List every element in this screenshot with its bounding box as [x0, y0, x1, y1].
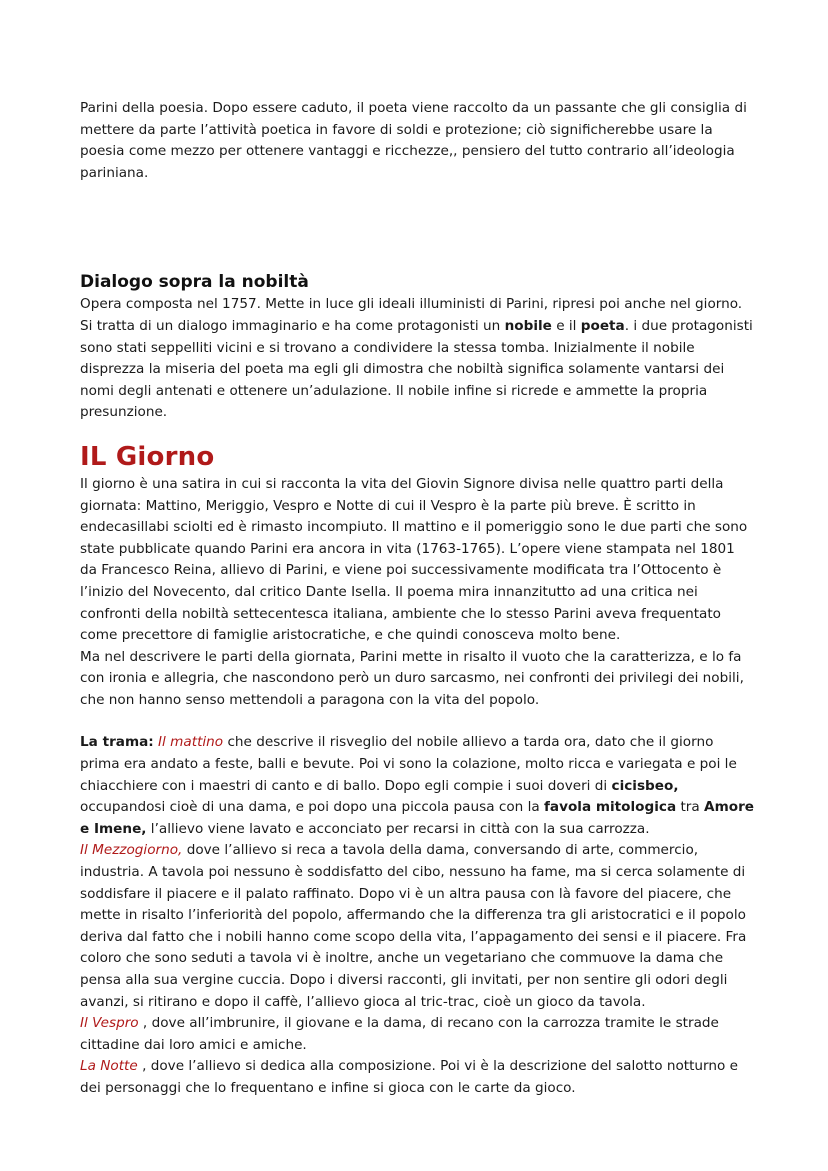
- trama-vespro: [80, 1013, 756, 1056]
- trama-bold-amore: Amore e Imene,: [80, 799, 754, 837]
- trama-label: La trama:: [80, 734, 154, 751]
- dialogo-bold-nobile: nobile: [504, 317, 552, 334]
- dialogo-bold-poeta: poeta: [580, 317, 625, 334]
- dialogo-text-1: Opera composta nel 1757. Mette in luce gli ideali illuministi di Parini, ripresi poi anche nel giorno. Si tratta di un dialogo immaginario e ha come protagonisti un: [80, 296, 743, 334]
- trama-mattino: [80, 732, 756, 840]
- trama-mattino-text-3: tra: [676, 799, 705, 816]
- trama-bold-favola: favola mitologica: [544, 799, 677, 816]
- trama-vespro-title: Vespro: [92, 1015, 139, 1032]
- section-heading-giorno: IL Giorno: [80, 441, 215, 472]
- trama-notte-la: La: [80, 1058, 96, 1075]
- trama-mattino-title: mattino: [170, 734, 224, 751]
- trama-notte-text: , dove l’allievo si dedica alla composizione. Poi vi è la descrizione del salotto notturno e dei personaggi che lo frequentano e infine si gioca con le carte da gioco.: [80, 1058, 739, 1096]
- trama-notte: [80, 1056, 756, 1099]
- trama-mezzogiorno-il: Il: [80, 842, 88, 859]
- trama-mattino-il: Il: [158, 734, 166, 751]
- trama-bold-cicisbeo: cicisbeo,: [611, 777, 679, 794]
- trama-mezzogiorno-title: Mezzogiorno,: [92, 842, 183, 859]
- giorno-paragraph-2: Ma nel descrivere le parti della giornata, Parini mette in risalto il vuoto che la caratterizza, e lo fa con ironia e allegria, che nascondono però un duro sarcasmo, nei confronti dei privilegi dei nobili, che non hanno senso mettendoli a paragona con la vita del popolo.: [80, 648, 744, 708]
- spacer: [80, 711, 756, 732]
- section-heading-dialogo: Dialogo sopra la nobiltà: [80, 272, 309, 293]
- trama-mezzogiorno: [80, 840, 756, 1013]
- giorno-paragraph-1: Il giorno è una satira in cui si racconta la vita del Giovin Signore divisa nelle quattro parti della giornata: Mattino, Meriggio, Vespro e Notte di cui il Vespro è la parte più breve. È scritto in endecasillabi sciolti ed è rimasto incompiuto. Il mattino e il pomeriggio sono le due parti che sono state pubblicate quando Parini era ancora in vita (1763-1765). L’opere viene stampata nel 1801 da Francesco Reina, allievo di Parini, e viene poi successivamente modificata tra l’Ottocento è l’inizio del Novecento, dal critico Dante Isella. Il poema mira innanzitutto ad una critica nei confronti della nobiltà settecentesca italiana, ambiente che lo stesso Parini aveva frequentato come precettore di famiglie aristocratiche, e che quindi conosceva molto bene.: [80, 475, 748, 644]
- trama-mezzogiorno-text: dove l’allievo si reca a tavola della dama, conversando di arte, commercio, industria. A tavola poi nessuno è soddisfatto del cibo, nessuno ha fame, ma si cerca solamente di soddisfare il piacere e il palato raffinato. Dopo vi è un altra pausa con là favore del piacere, che mette in risalto l’inferiorità del popolo, affermando che la differenza tra gli aristocratici e il popolo deriva dal fatto che i nobili hanno come scopo della vita, l’appagamento dei sensi e il piacere. Fra coloro che sono seduti a tavola vi è inoltre, anche un vegetariano che commuove la dama che pensa alla sua vergine cuccia. Dopo i diversi racconti, gli invitati, per non sentire gli odori degli avanzi, si ritirano e dopo il caffè, l’allievo gioca al tric-trac, cioè un gioco da tavola.: [80, 842, 747, 1010]
- document-page: [80, 98, 756, 1100]
- dialogo-paragraph: [80, 294, 756, 424]
- trama-mattino-text-2: occupandosi cioè di una dama, e poi dopo una piccola pausa con la: [80, 799, 544, 816]
- trama-notte-title: Notte: [100, 1058, 138, 1075]
- trama-vespro-text: , dove all’imbrunire, il giovane e la dama, di recano con la carrozza tramite le strade cittadine dai loro amici e amiche.: [80, 1015, 719, 1053]
- dialogo-text-2: e il: [551, 317, 581, 334]
- dialogo-text-3: . i due protagonisti sono stati seppelliti vicini e si trovano a condividere la stessa tomba. Inizialmente il nobile disprezza la miseria del poeta ma egli gli dimostra che nobiltà significa solamente vantarsi dei nomi degli antenati e ottenere un’adulazione. Il nobile infine si ricrede e ammette la propria presunzione.: [80, 317, 753, 421]
- trama-mattino-text-4: l’allievo viene lavato e acconciato per recarsi in città con la sua carrozza.: [146, 820, 650, 837]
- intro-paragraph: Parini della poesia. Dopo essere caduto, il poeta viene raccolto da un passante che gli consiglia di mettere da parte l’attività poetica in favore di soldi e protezione; ciò significherebbe usare la poesia come mezzo per ottenere vantaggi e ricchezze,, pensiero del tutto contrario all’ideologia pariniana.: [80, 100, 747, 181]
- trama-mattino-text-1: che descrive il risveglio del nobile allievo a tarda ora, dato che il giorno prima era andato a feste, balli e bevute. Poi vi sono la colazione, molto ricca e variegata e poi le chiacchiere con i maestri di canto e di ballo. Dopo egli compie i suoi doveri di: [80, 734, 737, 794]
- trama-vespro-il: Il: [80, 1015, 88, 1032]
